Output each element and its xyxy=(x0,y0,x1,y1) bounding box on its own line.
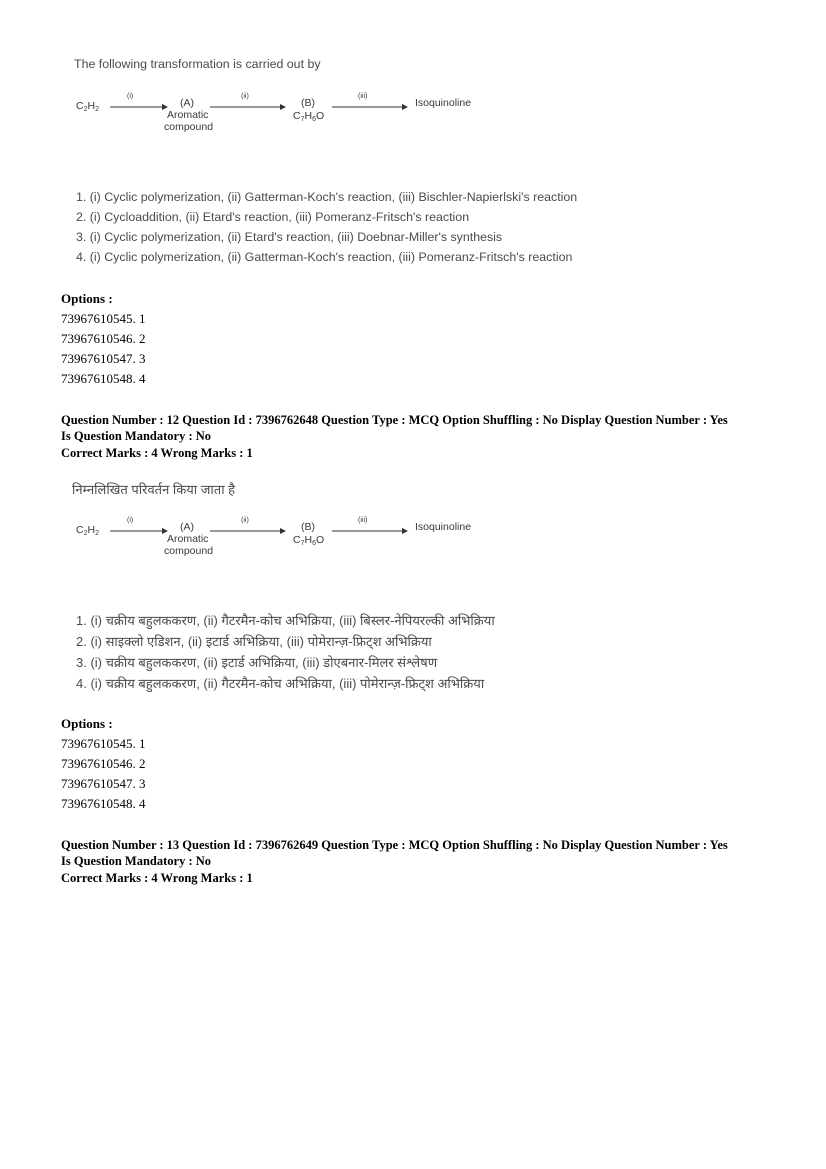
option-item: 73967610548. 4 xyxy=(61,371,146,386)
product-label: Isoquinoline xyxy=(415,521,472,533)
question-prompt: The following transformation is carried out by xyxy=(74,57,321,71)
step-1-label: (i) xyxy=(127,517,134,524)
step-2-label: (ii) xyxy=(241,517,249,524)
intermediate-a-desc: Aromatic xyxy=(167,533,209,545)
intermediate-b-formula: $C_7H_6O$ xyxy=(293,534,325,547)
option-item: 73967610547. 3 xyxy=(61,776,146,791)
intermediate-a-desc: Aromatic xyxy=(167,109,209,121)
question-header: Question Number : 12 Question Id : 7396762648 Question Type : MCQ Option Shuffling : No Display Question Number : Yes xyxy=(61,413,728,427)
choice-4: 4. (i) Cyclic polymerization, (ii) Gatterman-Koch's reaction, (iii) Pomeranz-Fritsch's reaction xyxy=(76,250,573,264)
reactant-label: $C_2H_2$ xyxy=(76,524,99,537)
option-item: 73967610546. 2 xyxy=(61,331,146,346)
intermediate-a-desc: compound xyxy=(164,545,214,557)
intermediate-a-desc: compound xyxy=(164,121,214,133)
option-item: 73967610548. 4 xyxy=(61,796,146,811)
intermediate-a-label: (A) xyxy=(180,97,194,109)
choice-3: 3. (i) चक्रीय बहुलककरण, (ii) इटार्ड अभिक्रिया, (iii) डोएबनार-मिलर संश्लेषण xyxy=(76,655,438,670)
step-3-label: (iii) xyxy=(358,93,368,100)
question-mandatory: Is Question Mandatory : No xyxy=(61,429,212,443)
question-prompt: निम्नलिखित परिवर्तन किया जाता है xyxy=(72,482,236,497)
options-label: Options : xyxy=(61,291,113,306)
choice-2: 2. (i) साइक्लो एडिशन, (ii) इटार्ड अभिक्रिया, (iii) पोमेरान्ज़-फ्रिट्श अभिक्रिया xyxy=(76,634,432,649)
choice-3: 3. (i) Cyclic polymerization, (ii) Etard's reaction, (iii) Doebnar-Miller's synthesis xyxy=(76,230,503,244)
intermediate-a-label: (A) xyxy=(180,521,194,533)
question-mandatory: Is Question Mandatory : No xyxy=(61,854,212,868)
step-2-label: (ii) xyxy=(241,93,249,100)
intermediate-b-label: (B) xyxy=(301,521,315,533)
intermediate-b-label: (B) xyxy=(301,97,315,109)
choice-2: 2. (i) Cycloaddition, (ii) Etard's reaction, (iii) Pomeranz-Fritsch's reaction xyxy=(76,210,470,224)
choice-4: 4. (i) चक्रीय बहुलककरण, (ii) गैटरमैन-कोच अभिक्रिया, (iii) पोमेरान्ज़-फ्रिट्श अभिक्रिया xyxy=(76,676,485,691)
question-marks: Correct Marks : 4 Wrong Marks : 1 xyxy=(61,871,253,885)
step-1-label: (i) xyxy=(127,93,134,100)
reactant-label: $C_2H_2$ xyxy=(76,100,99,113)
option-item: 73967610547. 3 xyxy=(61,351,146,366)
choice-1: 1. (i) Cyclic polymerization, (ii) Gatterman-Koch's reaction, (iii) Bischler-Napierlski's reaction xyxy=(76,190,578,204)
intermediate-b-formula: $C_7H_6O$ xyxy=(293,110,325,123)
option-item: 73967610545. 1 xyxy=(61,736,146,751)
option-item: 73967610545. 1 xyxy=(61,311,146,326)
step-3-label: (iii) xyxy=(358,517,368,524)
question-header: Question Number : 13 Question Id : 7396762649 Question Type : MCQ Option Shuffling : No Display Question Number : Yes xyxy=(61,838,728,852)
question-marks: Correct Marks : 4 Wrong Marks : 1 xyxy=(61,446,253,460)
product-label: Isoquinoline xyxy=(415,97,472,109)
choice-1: 1. (i) चक्रीय बहुलककरण, (ii) गैटरमैन-कोच अभिक्रिया, (iii) बिस्लर-नेपियरल्की अभिक्रिया xyxy=(76,613,495,628)
options-label: Options : xyxy=(61,716,113,731)
option-item: 73967610546. 2 xyxy=(61,756,146,771)
